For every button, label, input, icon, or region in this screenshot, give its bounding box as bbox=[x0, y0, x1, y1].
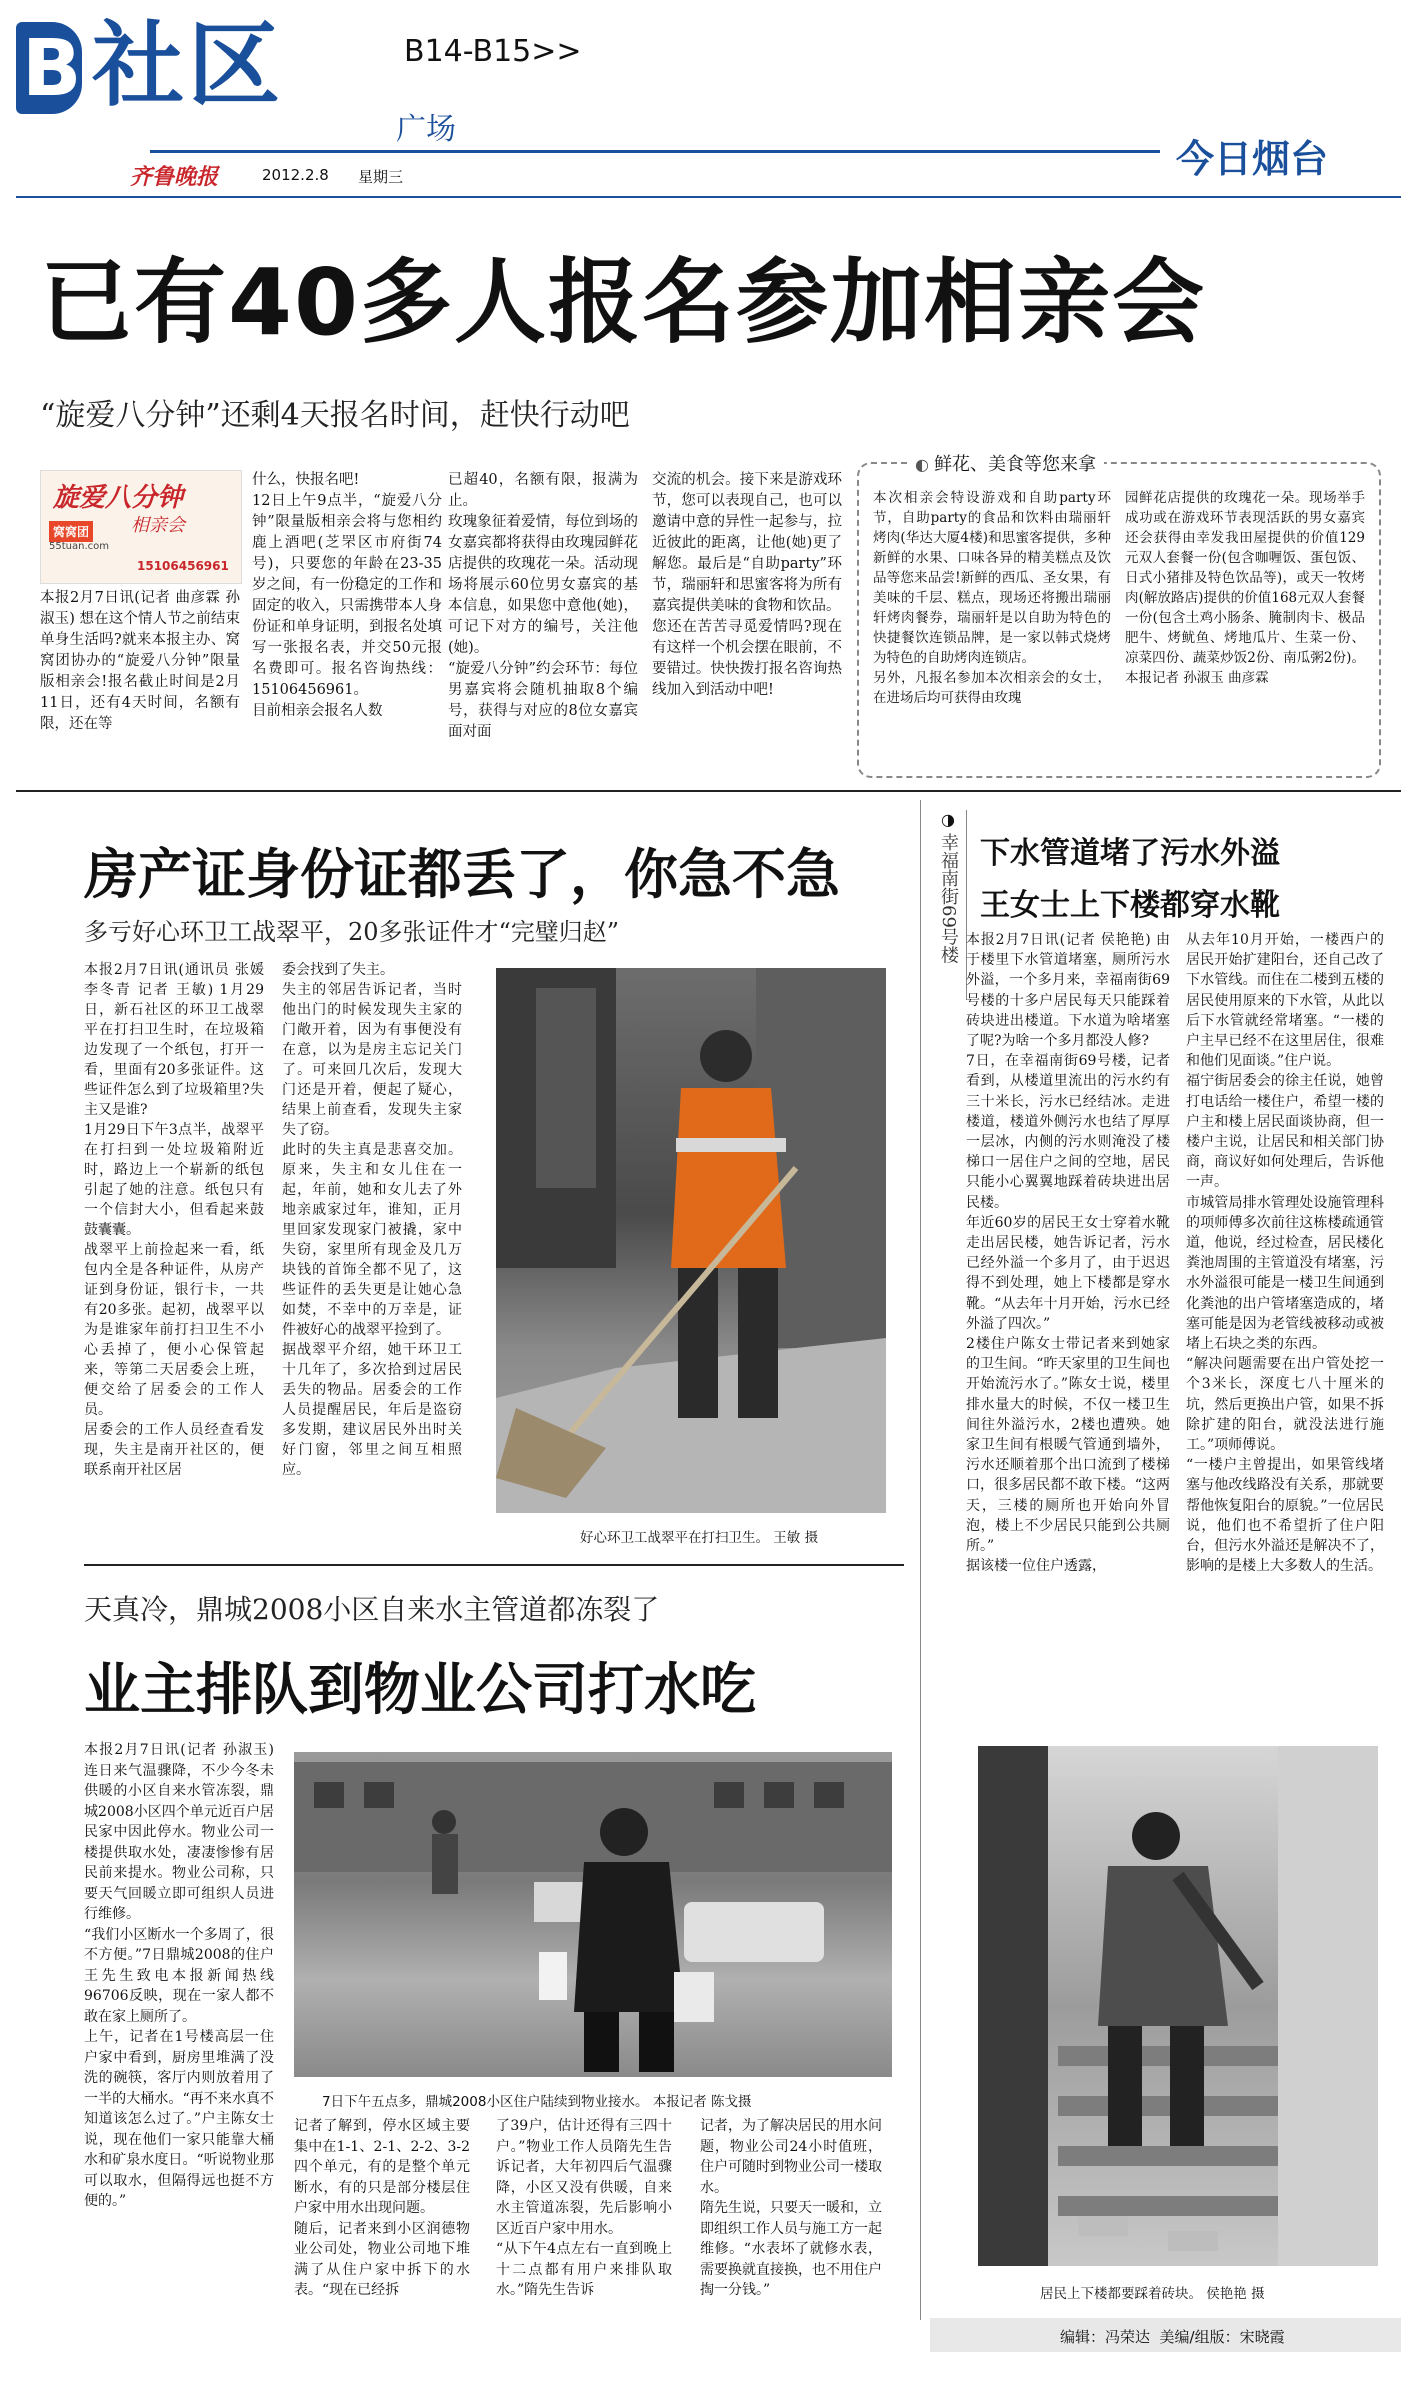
logo-subtitle: 相亲会 bbox=[131, 515, 185, 536]
prize-box-column-2: 园鲜花店提供的玫瑰花一朵。现场举手成功或在游戏环节表现活跃的男女嘉宾还会获得由幸发我田屋提供的价值129元双人套餐一份(包含咖喱饭、蛋包饭、日式小猪排及特色饮品等)，或天一牧烤肉(解放路店)提供的价值168元双人套餐一份(包含土鸡小肠条、腌制肉卡、极品肥牛、烤鱿鱼、烤地瓜片、生菜一份、凉菜四份、蔬菜炒饭2份、南瓜粥2份)。 本报记者 孙淑玉 曲彦霖 bbox=[1125, 490, 1365, 686]
kicker-water-pipe: 天真冷，鼎城2008小区自来水主管道都冻裂了 bbox=[84, 1593, 660, 1626]
subsection-name: 广场 bbox=[396, 112, 456, 147]
footer-bar bbox=[930, 2318, 1401, 2352]
prize-box bbox=[857, 454, 1381, 778]
caption-fetching-water: 7日下午五点多，鼎城2008小区住户陆续到物业接水。 本报记者 陈戈摄 bbox=[322, 2094, 752, 2110]
headline-drain-overflow: 下水管道堵了污水外溢 bbox=[980, 836, 1280, 871]
story2-column-2: 委会找到了失主。 失主的邻居告诉记者，当时他出门的时候发现失主家的门敞开着，因为有事便没有在意，以为是房主忘记关门了。可来回几次后，发现大门还是开着，便起了疑心，结果上前查看，发现失主家失了窃。 此时的失主真是悲喜交加。原来，失主和女儿住在一起，年前，她和女儿去了外地亲戚家过年，谁知，正月里回家发现家门被撬，家中失窃，家里所有现金及几万块钱的首饰全都不见了，这些证件的丢失更是让她心急如焚，不幸中的万幸是，证件被好心的战翠平捡到了。 据战翠平介绍，她干环卫工十几年了，多次拾到过居民丢失的物品。居委会的工作人员提醒居民，年后是盗窃多发期，建议居民外出时关好门窗，邻里之间互相照应。 bbox=[282, 962, 462, 1478]
headline-rain-boots: 王女士上下楼都穿水靴 bbox=[980, 888, 1280, 923]
story1-column-1: 本报2月7日讯(记者 曲彦霖 孙淑玉) 想在这个情人节之前结束单身生活吗?就来本报主办、窝窝团协办的“旋爱八分钟”限量版相亲会!报名截止时间是2月11日，还有4天时间，名额有限，还在等 bbox=[40, 590, 240, 732]
caption-street-sweeper: 好心环卫工战翠平在打扫卫生。 王敏 摄 bbox=[580, 1530, 819, 1546]
rule-right-column bbox=[920, 800, 921, 2320]
editor-credits: 编辑：冯荣达 美编/组版：宋晓霞 bbox=[1060, 2328, 1285, 2346]
side-label-box bbox=[930, 810, 967, 1000]
photo-resident-on-bricks bbox=[978, 1746, 1378, 2266]
event-logo bbox=[40, 470, 242, 584]
headline-matchmaking: 已有40多人报名参加相亲会 bbox=[40, 249, 1207, 356]
prize-box-column-1: 本次相亲会特设游戏和自助party环节，自助party的食品和饮料由瑞丽轩烤肉(华达大厦4楼)和思蜜客提供，多种新鲜的水果、口味各异的精美糕点及饮品等您来品尝!新鲜的西瓜、圣女果，有美味的千层、糕点，现场还将搬出瑞丽轩烤肉餐券，瑞丽轩是以自助为特色的快捷餐饮连锁品牌，是一家以韩式烧烤为特色的自助烤肉连锁店。 另外，凡报名参加本次相亲会的女士，在进场后均可获得由玫瑰 bbox=[873, 490, 1111, 706]
logo-brand: 窝窝团 bbox=[49, 521, 93, 542]
story1-column-3: 已超40，名额有限，报满为止。 玫瑰象征着爱情，每位到场的女嘉宾都将获得由玫瑰园鲜花店提供的玫瑰花一朵。活动现场将展示60位男女嘉宾的基本信息，如果您中意他(她)，可记下对方的编号，关注他(她)。 “旋爱八分钟”约会环节：每位男嘉宾将会随机抽取8个编号，获得与对应的8位女嘉宾面对面 bbox=[448, 472, 638, 740]
issue-weekday: 星期三 bbox=[358, 168, 404, 186]
photo-street-sweeper bbox=[496, 968, 886, 1513]
caption-resident-bricks: 居民上下楼都要踩着砖块。 侯艳艳 摄 bbox=[1040, 2286, 1265, 2302]
logo-title: 旋爱八分钟 bbox=[53, 483, 184, 513]
story3-column-3: 了39户，估计还得有三四十户。”物业工作人员隋先生告诉记者，大年初四后气温骤降，小区又没有供暖，自来水主管道冻裂，先后影响小区近百户家中用水。 “从下午4点左右一直到晚上十二点都有用户来排队取水。”隋先生告诉 bbox=[496, 2118, 672, 2298]
newspaper-logo: 齐鲁晚报 bbox=[130, 164, 219, 190]
prize-box-title-tab bbox=[907, 450, 1104, 476]
story4-column-2: 从去年10月开始，一楼西户的居民开始扩建阳台，还自己改了下水管线。而住在二楼到五楼的居民使用原来的下水管，从此以后下水管就经常堵塞。“一楼的户主早已经不在这里居住，很难和他们见面谈。”住户说。 福宁街居委会的徐主任说，她曾打电话给一楼住户，希望一楼的户主和楼上居民面谈协商，但一楼户主说，让居民和相关部门协商，商议好如何处理后，告诉他一声。 市城管局排水管理处设施管理科的项师傅多次前往这栋楼疏通管道，他说，经过检查，居民楼化粪池周围的主管道没有堵塞，污水外溢很可能是一楼卫生间通到化粪池的出户管堵塞造成的，堵塞可能是因为老管线被移动或被堵上石块之类的东西。 “解决问题需要在出户管处挖一个3米长，深度七八十厘米的坑，然后更换出户管，如果不拆除扩建的阳台，就没法进行施工。”项师傅说。 “一楼户主曾提出，如果管线堵塞与他改线路没有关系，那就要帮他恢复阳台的原貌。”一位居民说，他们也不希望折了住户阳台，但污水外溢还是解决不了，影响的是楼上大多数人的生活。 bbox=[1186, 932, 1384, 1575]
story3-column-4: 记者，为了解决居民的用水问题，物业公司24小时值班，住户可随时到物业公司一楼取水。 隋先生说，只要天一暖和，立即组织工作人员与施工方一起维修。“水表坏了就修水表，需要换就直接换，也不用住户掏一分钱。” bbox=[700, 2118, 882, 2298]
headline-lost-documents: 房产证身份证都丢了，你急不急 bbox=[84, 843, 840, 906]
prize-box-title: 鲜花、美食等您来拿 bbox=[934, 454, 1097, 475]
story1-column-4: 交流的机会。接下来是游戏环节，您可以表现自己，也可以邀请中意的异性一起参与，拉近彼此的距离，让他(她)更了解您。最后是“自助party”环节，瑞丽轩和思蜜客将为所有嘉宾提供美味的食物和饮品。 您还在苦苦寻觅爱情吗?现在有这样一个机会摆在眼前，不要错过。快快拨打报名咨询热线加入到活动中吧! bbox=[652, 472, 842, 698]
logo-site: 55tuan.com bbox=[49, 541, 109, 552]
side-label: 幸福南街69号楼 bbox=[938, 833, 959, 964]
photo-residents-fetching-water bbox=[294, 1752, 892, 2077]
rule-story2-bottom bbox=[84, 1564, 904, 1566]
subhead-matchmaking: “旋爱八分钟”还剩4天报名时间，赶快行动吧 bbox=[40, 398, 630, 433]
story1-column-2: 什么，快报名吧! 12日上午9点半，“旋爱八分钟”限量版相亲会将与您相约鹿上酒吧(芝罘区市府街74号)，只要您的年龄在23-35岁之间，有一份稳定的工作和固定的收入，只需携带本人身份证和单身证明，到报名处填写一张报名表，并交50元报名费即可。报名咨询热线：15106456961。 目前相亲会报名人数 bbox=[252, 472, 442, 719]
headline-water-queue: 业主排队到物业公司打水吃 bbox=[84, 1658, 756, 1723]
story2-column-1: 本报2月7日讯(通讯员 张媛 李冬青 记者 王敏) 1月29日，新石社区的环卫工战翠平在打扫卫生时，在垃圾箱边发现了一个纸包，打开一看，里面有20多张证件。这些证件怎么到了垃圾箱里?失主又是谁? 1月29日下午3点半，战翠平在打扫到一处垃圾箱附近时，路边上一个崭新的纸包引起了她的注意。纸包只有一个信封大小，但看起来鼓鼓囊囊。 战翠平上前捡起来一看，纸包内全是各种证件，从房产证到身份证，银行卡，一共有20多张。起初，战翠平以为是谁家年前打扫卫生不小心丢掉了，便小心保管起来，等第二天居委会上班，便交给了居委会的工作人员。 居委会的工作人员经查看发现，失主是南开社区的，便联系南开社区居 bbox=[84, 962, 264, 1478]
issue-date: 2012.2.8 bbox=[262, 166, 329, 184]
section-letter: B bbox=[22, 24, 82, 114]
masthead-rule-bottom bbox=[16, 196, 1401, 198]
subhead-lost-documents: 多亏好心环卫工战翠平，20多张证件才“完璧归赵” bbox=[84, 918, 620, 946]
logo-phone: 15106456961 bbox=[137, 559, 229, 573]
masthead-rule-left bbox=[150, 150, 1160, 153]
story4-column-1: 本报2月7日讯(记者 侯艳艳) 由于楼里下水管道堵塞，厕所污水外溢，一个多月来，幸福南街69号楼的十多户居民每天只能踩着砖块进出楼道。下水道为啥堵塞了呢?为啥一个多月都没人修? 7日，在幸福南街69号楼，记者看到，从楼道里流出的污水约有三十米长，污水已经结冰。走进楼道，楼道外侧污水也结了厚厚一层冰，内侧的污水则淹没了楼梯口一居住户之间的空地，居民只能小心翼翼地踩着砖块进出居民楼。 年近60岁的居民王女士穿着水靴走出居民楼，她告诉记者，污水已经外溢一个多月了，由于迟迟得不到处理，她上下楼都是穿水靴。“从去年十月开始，污水已经外溢了四次。” 2楼住户陈女士带记者来到她家的卫生间。“昨天家里的卫生间也开始流污水了。”陈女士说，楼里排水量大的时候，不仅一楼卫生间往外溢污水，2楼也遭殃。她家卫生间有根暖气管通到墙外，污水还顺着那个出口流到了楼梯口，很多居民都不敢下楼。“这两天，三楼的厕所也开始向外冒泡，楼上不少居民只能到公共厕所。” 据该楼一位住户透露， bbox=[966, 932, 1170, 1575]
story3-column-2: 记者了解到，停水区域主要集中在1-1、2-1、2-2、3-2四个单元，有的是整个单元断水，有的只是部分楼层住户家中用水出现问题。 随后，记者来到小区润德物业公司处，物业公司地下堆满了从住户家中拆下的水表。“现在已经拆 bbox=[294, 2118, 470, 2298]
location-icon: ◑ bbox=[941, 810, 955, 829]
edition-name: 今日烟台 bbox=[1176, 137, 1329, 181]
section-name: 社区 bbox=[92, 12, 285, 119]
section-badge bbox=[16, 22, 82, 114]
page-range: B14-B15>> bbox=[404, 34, 582, 69]
story3-column-1: 本报2月7日讯(记者 孙淑玉) 连日来气温骤降，不少今冬未供暖的小区自来水管冻裂，鼎城2008小区四个单元近百户居民家中因此停水。物业公司一楼提供取水处，凄凄惨惨有居民前来提水。物业公司称，只要天气回暖立即可组织人员进行维修。 “我们小区断水一个多周了，很不方便。”7日鼎城2008的住户王先生致电本报新闻热线96706反映，现在一家人都不敢在家上厕所了。 上午，记者在1号楼高层一住户家中看到，厨房里堆满了没洗的碗筷，客厅内则放着用了一半的大桶水。“再不来水真不知道该怎么过了。”户主陈女士说，现在他们一家只能靠大桶水和矿泉水度日。“听说物业那可以取水，但隔得远也挺不方便的。” bbox=[84, 1742, 274, 2209]
flower-icon: ◐ bbox=[915, 455, 929, 474]
rule-story1-bottom bbox=[16, 790, 1401, 792]
